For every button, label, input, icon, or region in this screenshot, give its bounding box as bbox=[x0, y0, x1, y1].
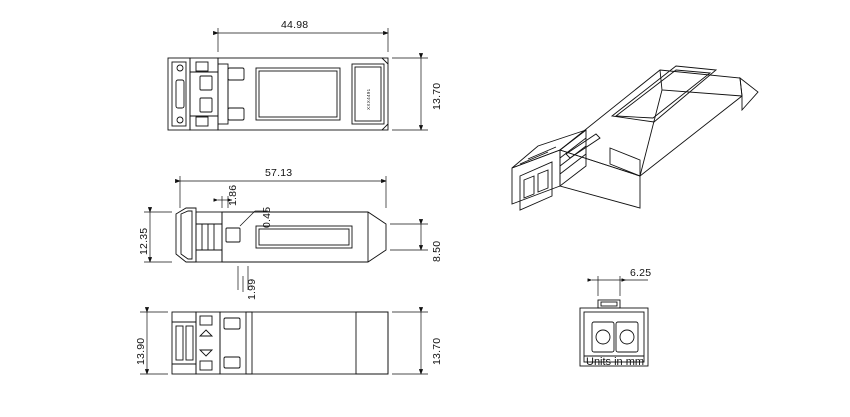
dimension-label-0-45: 0.45 bbox=[261, 206, 273, 228]
units-note: Units in mm bbox=[586, 356, 645, 368]
isometric-view-geometry bbox=[512, 66, 758, 210]
dimension-label-57-13: 57.13 bbox=[265, 167, 293, 179]
dimension-57-13 bbox=[180, 176, 386, 208]
dimension-label-13-70-bottom: 13.70 bbox=[431, 337, 443, 365]
dimension-6-25 bbox=[592, 276, 648, 296]
top-view-geometry bbox=[168, 58, 388, 130]
dimension-label-44-98: 44.98 bbox=[281, 19, 309, 31]
dimension-label-13-90: 13.90 bbox=[135, 337, 147, 365]
dimension-13-70-top bbox=[392, 58, 428, 130]
dimension-label-8-50: 8.50 bbox=[431, 240, 443, 262]
dimension-8-50 bbox=[390, 224, 428, 250]
dimension-label-12-35: 12.35 bbox=[138, 227, 150, 255]
side-view-geometry bbox=[176, 208, 386, 262]
dimension-label-1-86: 1.86 bbox=[227, 184, 239, 206]
dimension-label-1-99: 1.99 bbox=[246, 278, 258, 300]
dimension-label-6-25: 6.25 bbox=[630, 267, 652, 279]
dimension-44-98 bbox=[218, 28, 388, 52]
part-marking-label: XXX4491 bbox=[366, 88, 371, 110]
bottom-view-geometry bbox=[172, 312, 388, 374]
dimension-label-13-70-top: 13.70 bbox=[431, 82, 443, 110]
dimension-13-70-bottom bbox=[392, 312, 428, 374]
